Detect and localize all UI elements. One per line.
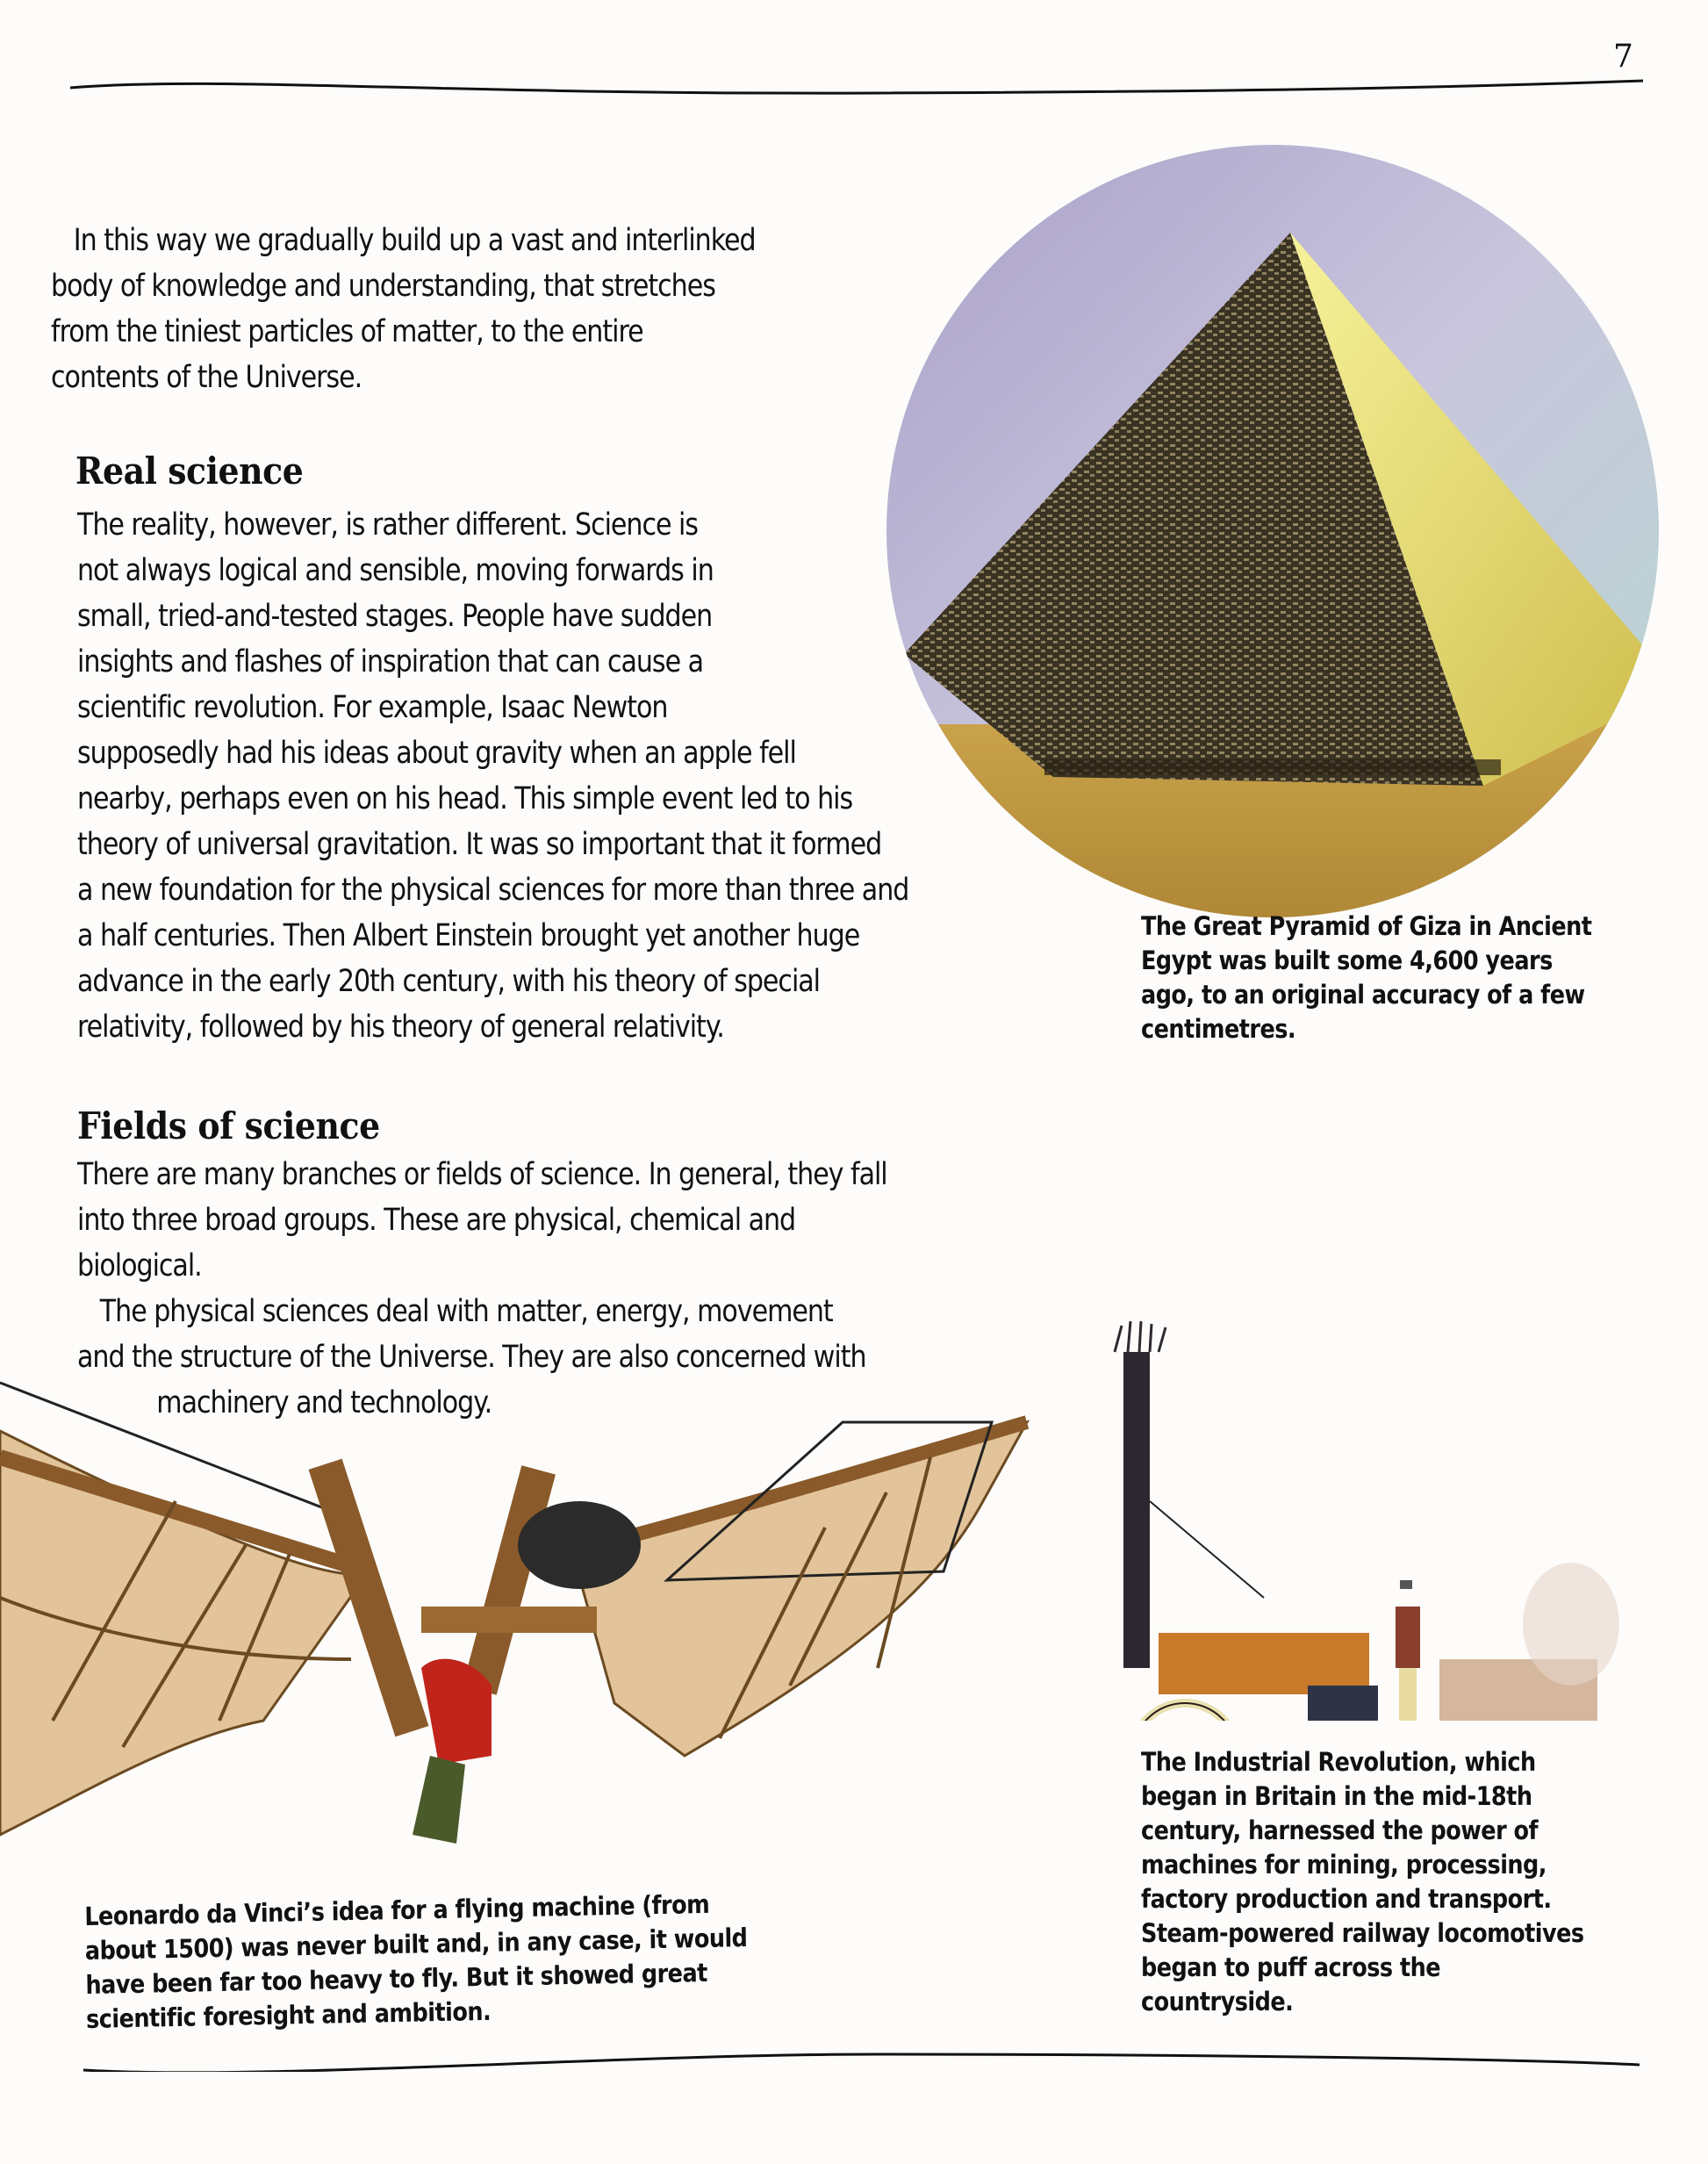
body-line: machinery and technology. — [156, 1385, 492, 1420]
chimney — [1115, 1321, 1166, 1668]
caption-line: began in Britain in the mid-18th — [1141, 1781, 1532, 1811]
caption-line: began to puff across the — [1141, 1952, 1440, 1982]
body-line: into three broad groups. These are physical, chemical and — [77, 1203, 796, 1238]
intro-line: from the tiniest particles of matter, to the entire — [51, 314, 643, 349]
caption-line: ago, to an original accuracy of a few — [1141, 980, 1585, 1010]
pyramid-image — [886, 145, 1659, 917]
body-line: relativity, followed by his theory of general relativity. — [77, 1010, 724, 1045]
pulley-drum — [518, 1501, 641, 1589]
body-line: insights and flashes of inspiration that can cause a — [77, 644, 704, 679]
boiler-barrel — [1159, 1633, 1369, 1694]
body-line: There are many branches or fields of science. In general, they fall — [77, 1157, 887, 1192]
caption-line: The Great Pyramid of Giza in Ancient — [1141, 911, 1592, 941]
caption-line: Steam-powered railway locomotives — [1141, 1918, 1584, 1948]
flying-machine-caption — [84, 1887, 749, 2037]
caption-line: factory production and transport. — [1141, 1884, 1552, 1914]
right-wing — [562, 1422, 1027, 1756]
intro-line: body of knowledge and understanding, that stretches — [51, 269, 715, 304]
intro-paragraph — [51, 218, 756, 400]
footer-rule — [0, 2045, 1708, 2072]
body-line: scientific revolution. For example, Isaac Newton — [77, 690, 668, 725]
flying-machine-illustration — [0, 1370, 1053, 1896]
body-line: supposedly had his ideas about gravity when an apple fell — [77, 736, 796, 771]
body-line: nearby, perhaps even on his head. This simple event led to his — [77, 781, 853, 816]
body-line: a new foundation for the physical sciences for more than three and — [77, 873, 909, 908]
body-line: a half centuries. Then Albert Einstein brought yet another huge — [77, 918, 860, 953]
caption-line: machines for mining, processing, — [1141, 1850, 1547, 1880]
caption-line: scientific foresight and ambition. — [85, 1995, 492, 2034]
pilot-body — [421, 1659, 492, 1765]
body-line: theory of universal gravitation. It was so important that it formed — [77, 827, 882, 862]
caption-line: The Industrial Revolution, which — [1141, 1747, 1536, 1777]
body-line: biological. — [77, 1248, 202, 1283]
engineer-figure — [1396, 1580, 1420, 1721]
body-line: The reality, however, is rather different. Science is — [77, 507, 698, 543]
body-line: not always logical and sensible, moving forwards in — [77, 553, 714, 588]
body-line: advance in the early 20th century, with his theory of special — [77, 964, 821, 999]
page-number: 7 — [1613, 39, 1633, 75]
locomotive-illustration — [1088, 1317, 1685, 1721]
industrial-revolution-caption — [1141, 1745, 1584, 2019]
intro-line: In this way we gradually build up a vast and interlinked — [73, 223, 756, 258]
body-line: and the structure of the Universe. They are also concerned with — [77, 1340, 866, 1375]
frame-and-pilot — [309, 1459, 641, 1844]
caption-line: have been far too heavy to fly. But it showed great — [85, 1957, 708, 2000]
pyramid-caption — [1141, 909, 1591, 1046]
real-science-paragraph — [77, 502, 908, 1050]
section-heading-real-science: Real science — [75, 449, 304, 492]
caption-line: countryside. — [1141, 1987, 1294, 2017]
caption-line: centimetres. — [1141, 1014, 1296, 1044]
pyramid-photo — [886, 145, 1659, 917]
faded-locomotive — [1523, 1563, 1619, 1686]
header-rule — [0, 79, 1708, 105]
caption-line: century, harnessed the power of — [1141, 1815, 1539, 1845]
body-line: The physical sciences deal with matter, energy, movement — [99, 1294, 833, 1329]
caption-line: Egypt was built some 4,600 years — [1141, 945, 1553, 975]
caption-line: Leonardo da Vinci’s idea for a flying machine (from — [84, 1888, 710, 1931]
intro-line: contents of the Universe. — [51, 360, 362, 395]
firebox — [1308, 1686, 1378, 1721]
caption-line: about 1500) was never built and, in any case, it would — [84, 1923, 748, 1966]
section-heading-fields-of-science: Fields of science — [77, 1104, 380, 1147]
body-line: small, tried-and-tested stages. People have sudden — [77, 599, 713, 634]
left-wing — [0, 1431, 369, 1835]
